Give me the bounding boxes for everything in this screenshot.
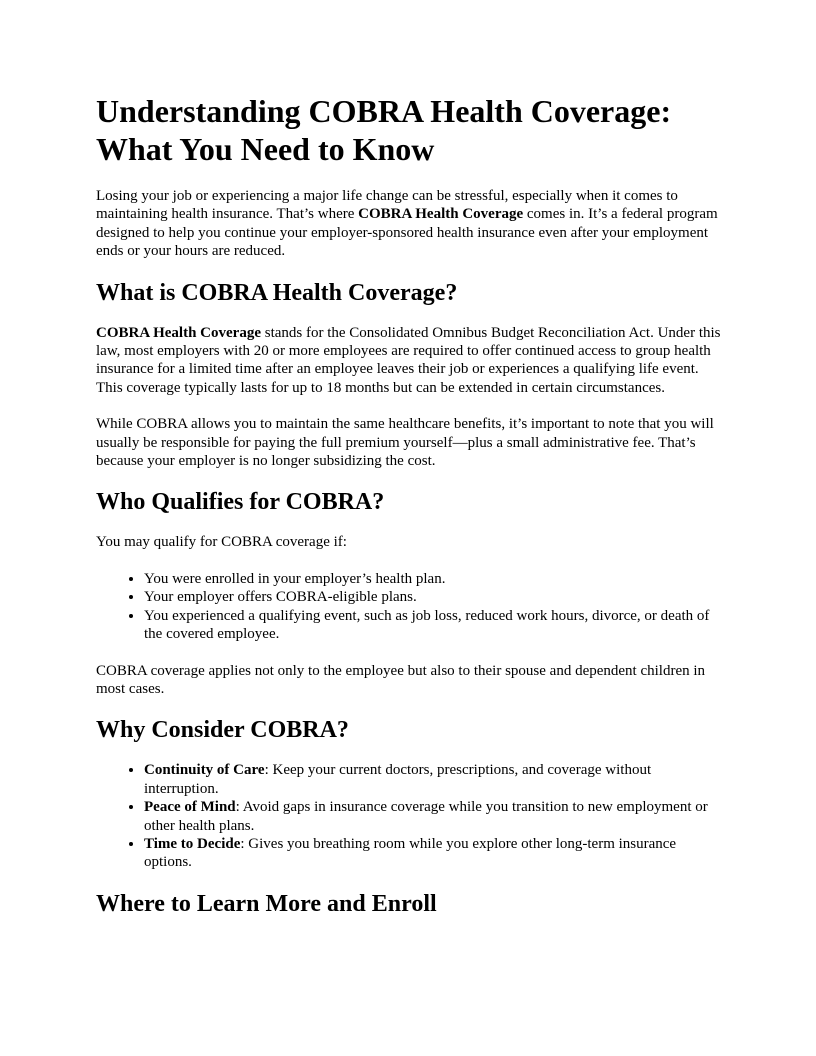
section-what-p1-text: stands for the Consolidated Omnibus Budget Reconciliation Act. Under this law, most employers with 20 or more employees are required to offer continued access to group health insurance for a limited time after an employee leaves their job or experiences a qualifying life event. This coverage typically lasts for up to 18 months but can be extended in certain circumstances. (96, 324, 721, 396)
intro-bold-term: COBRA Health Coverage (358, 206, 524, 223)
list-item: • You were enrolled in your employer’s health plan. (144, 570, 726, 588)
section-what-heading: What is COBRA Health Coverage? (96, 279, 458, 306)
benefit-text: : Avoid gaps in insurance coverage while you transition to new employment or other health plans. (144, 799, 708, 834)
intro-paragraph (96, 187, 726, 261)
section-what-paragraph-2: While COBRA allows you to maintain the same healthcare benefits, it’s important to note that you will usually be responsible for paying the full premium yourself—plus a small administrative fee. That’s because your employer is no longer subsidizing the cost. (96, 416, 714, 470)
section-who-intro: You may qualify for COBRA coverage if: (96, 534, 347, 551)
list-item (144, 835, 726, 872)
list-item (144, 761, 726, 798)
benefit-text: : Keep your current doctors, prescriptions, and coverage without interruption. (144, 762, 652, 797)
benefit-term: Time to Decide (144, 835, 241, 852)
section-why-heading: Why Consider COBRA? (96, 717, 349, 744)
page-title: Understanding COBRA Health Coverage: What You Need to Know (96, 93, 672, 167)
benefits-list (96, 761, 726, 871)
benefit-term: Peace of Mind (144, 799, 236, 816)
section-where-heading: Where to Learn More and Enroll (96, 890, 437, 917)
section-who-outro: COBRA coverage applies not only to the employee but also to their spouse and dependent children in most cases. (96, 662, 706, 697)
benefit-term: Continuity of Care (144, 762, 265, 779)
section-what-paragraph-1 (96, 324, 726, 398)
section-who-heading: Who Qualifies for COBRA? (96, 489, 385, 516)
intro-text-before: Losing your job or experiencing a major life change can be stressful, especially when it comes to maintaining health insurance. That’s where (96, 188, 678, 223)
list-item (144, 798, 726, 835)
list-item: • Your employer offers COBRA-eligible plans. (144, 588, 726, 606)
list-item: • You experienced a qualifying event, such as job loss, reduced work hours, divorce, or death of the covered employee. (144, 607, 726, 644)
document-page (96, 92, 726, 935)
qualification-list (96, 570, 726, 644)
section-what-bold-term: COBRA Health Coverage (96, 324, 261, 341)
intro-text-after: comes in. It’s a federal program designed to help you continue your employer-sponsored health insurance even after your employment ends or your hours are reduced. (96, 206, 718, 260)
benefit-text: : Gives you breathing room while you explore other long-term insurance options. (144, 835, 677, 871)
